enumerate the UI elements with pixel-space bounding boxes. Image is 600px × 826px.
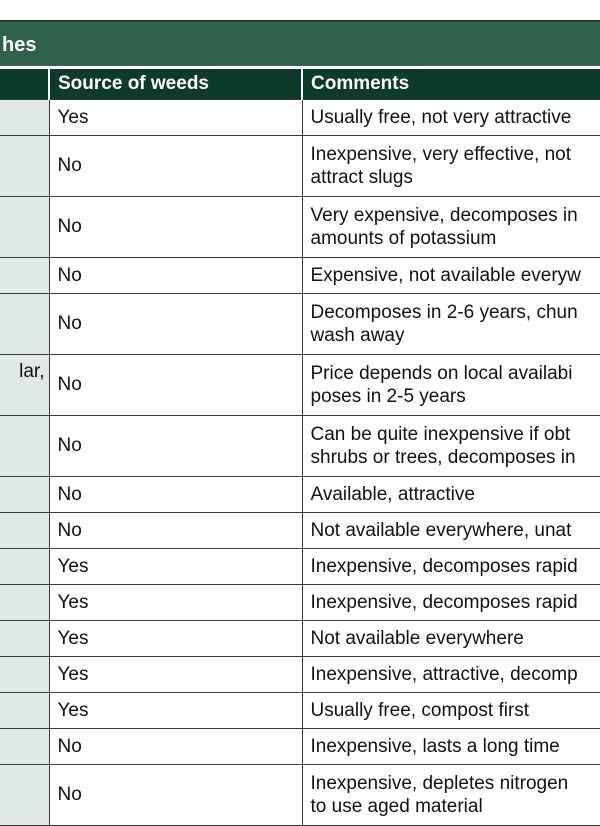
comments-cell bbox=[302, 729, 600, 765]
comment-line: Not available everywhere bbox=[311, 628, 600, 650]
table-row bbox=[0, 693, 600, 729]
table-row bbox=[0, 477, 600, 513]
table-body bbox=[0, 100, 600, 826]
mulch-type-cell bbox=[0, 729, 49, 765]
comment-line: Usually free, compost first bbox=[311, 700, 600, 722]
comment-line: to use aged material bbox=[311, 795, 600, 818]
mulch-type-cell bbox=[0, 765, 49, 826]
table-row bbox=[0, 416, 600, 477]
table-row bbox=[0, 197, 600, 258]
source-of-weeds-cell: No bbox=[49, 294, 302, 355]
mulch-type-cell bbox=[0, 100, 49, 136]
source-of-weeds-cell: Yes bbox=[49, 693, 302, 729]
mulch-type-cell bbox=[0, 549, 49, 585]
comment-line: Inexpensive, very effective, not bbox=[311, 143, 600, 166]
mulch-table bbox=[0, 69, 600, 826]
comments-cell bbox=[302, 621, 600, 657]
comments-cell bbox=[302, 136, 600, 197]
source-of-weeds-cell: No bbox=[49, 416, 302, 477]
table-row bbox=[0, 729, 600, 765]
source-of-weeds-cell: No bbox=[49, 136, 302, 197]
mulch-type-cell bbox=[0, 657, 49, 693]
table-row bbox=[0, 549, 600, 585]
comments-cell bbox=[302, 197, 600, 258]
comment-line: Price depends on local availabi bbox=[311, 362, 600, 385]
comments-cell bbox=[302, 693, 600, 729]
comment-line: Inexpensive, decomposes rapid bbox=[311, 556, 600, 578]
comments-cell bbox=[302, 416, 600, 477]
header-cell-source-of-weeds: Source of weeds bbox=[49, 69, 302, 100]
mulch-type-cell bbox=[0, 693, 49, 729]
table-row bbox=[0, 258, 600, 294]
mulch-type-cell bbox=[0, 621, 49, 657]
table-row bbox=[0, 513, 600, 549]
comments-cell bbox=[302, 765, 600, 826]
comment-line: wash away bbox=[311, 324, 600, 347]
header-cell-type bbox=[0, 69, 49, 100]
comments-cell bbox=[302, 585, 600, 621]
mulch-type-cell: lar, bbox=[0, 355, 49, 416]
comments-cell bbox=[302, 657, 600, 693]
source-of-weeds-cell: No bbox=[49, 513, 302, 549]
table-row bbox=[0, 585, 600, 621]
comments-cell bbox=[302, 258, 600, 294]
mulch-type-cell bbox=[0, 416, 49, 477]
source-of-weeds-cell: Yes bbox=[49, 621, 302, 657]
comment-line: Can be quite inexpensive if obt bbox=[311, 423, 600, 446]
comment-line: Inexpensive, attractive, decomp bbox=[311, 664, 600, 686]
table-row bbox=[0, 136, 600, 197]
mulch-type-cell bbox=[0, 585, 49, 621]
comment-line: Decomposes in 2-6 years, chun bbox=[311, 301, 600, 324]
source-of-weeds-cell: Yes bbox=[49, 100, 302, 136]
comments-cell bbox=[302, 477, 600, 513]
comments-cell bbox=[302, 355, 600, 416]
source-of-weeds-cell: No bbox=[49, 477, 302, 513]
comment-line: Inexpensive, decomposes rapid bbox=[311, 592, 600, 614]
source-of-weeds-cell: No bbox=[49, 729, 302, 765]
comments-cell bbox=[302, 100, 600, 136]
header-cell-comments: Comments bbox=[302, 69, 600, 100]
table-row bbox=[0, 765, 600, 826]
comment-line: amounts of potassium bbox=[311, 227, 600, 250]
mulch-type-cell bbox=[0, 513, 49, 549]
comment-line: Expensive, not available everyw bbox=[311, 265, 600, 287]
comment-line: Not available everywhere, unat bbox=[311, 520, 600, 542]
table-row bbox=[0, 355, 600, 416]
source-of-weeds-cell: No bbox=[49, 355, 302, 416]
table-row bbox=[0, 657, 600, 693]
comment-line: Inexpensive, lasts a long time bbox=[311, 736, 600, 758]
comment-line: Inexpensive, depletes nitrogen bbox=[311, 772, 600, 795]
source-of-weeds-cell: No bbox=[49, 197, 302, 258]
source-of-weeds-cell: No bbox=[49, 258, 302, 294]
comments-cell bbox=[302, 513, 600, 549]
comment-line: poses in 2-5 years bbox=[311, 385, 600, 408]
comment-line: attract slugs bbox=[311, 166, 600, 189]
mulch-type-cell bbox=[0, 197, 49, 258]
comment-line: Available, attractive bbox=[311, 484, 600, 506]
source-of-weeds-cell: Yes bbox=[49, 549, 302, 585]
table-title: hes bbox=[0, 20, 600, 66]
source-of-weeds-cell: No bbox=[49, 765, 302, 826]
table-row bbox=[0, 294, 600, 355]
source-of-weeds-cell: Yes bbox=[49, 657, 302, 693]
mulch-type-cell bbox=[0, 294, 49, 355]
table-row bbox=[0, 100, 600, 136]
table-row bbox=[0, 621, 600, 657]
comment-line: Very expensive, decomposes in bbox=[311, 204, 600, 227]
comments-cell bbox=[302, 549, 600, 585]
comments-cell bbox=[302, 294, 600, 355]
mulch-type-cell bbox=[0, 258, 49, 294]
header-row bbox=[0, 69, 600, 100]
mulch-type-cell bbox=[0, 136, 49, 197]
comment-line: Usually free, not very attractive bbox=[311, 107, 600, 129]
source-of-weeds-cell: Yes bbox=[49, 585, 302, 621]
mulch-type-cell bbox=[0, 477, 49, 513]
comment-line: shrubs or trees, decomposes in bbox=[311, 446, 600, 469]
mulch-table-frame bbox=[0, 20, 600, 826]
